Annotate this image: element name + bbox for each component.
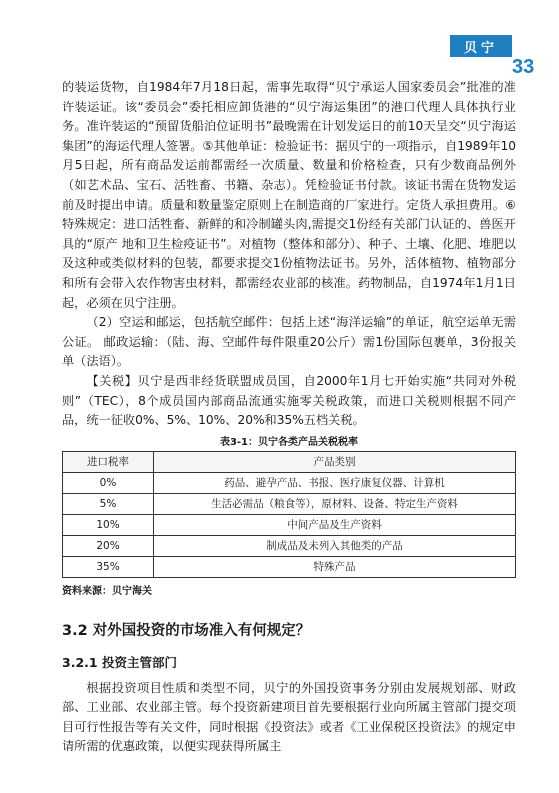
paragraph-air-postal: （2）空运和邮运，包括航空邮件：包括上述“海洋运输”的单证，航空运单无需公证。 邮政运输：（陆、海、空邮件每件限重20公斤）需1份国际包裹单，3份报关单（法语）。 [62, 315, 516, 369]
chapter-tab: 贝宁 [450, 35, 512, 57]
page-content [62, 78, 516, 757]
paragraph-shipping-documents: 的装运货物，自1984年7月18日起，需事先取得“贝宁承运人国家委员会”批准的准许装运证。该“委员会”委托相应卸货港的“贝宁海运集团”的港口代理人具体执行业务。准许装运的“预留货船泊位证明书”最晚需在计划发运日的前10天呈交“贝宁海运集团”的海运代理人签署。⑤其他单证：检验证书：据贝宁的一项指示，自1989年10月5日起，所有商品发运前都需经一次质量、数量和价格检查，只有少数商品例外（如艺术品、宝石、活牲畜、书籍、杂志）。凭检验证书付款。该证书需在货物发运前及时提出申请。质量和数量鉴定原则上在制造商的厂家进行。定货人承担费用。⑥特殊规定：进口活牲畜、新鲜的和冷制罐头肉,需提交1份经有关部门认证的、兽医开具的“原产 地和卫生检疫证书”。对植物（整体和部分）、种子、土壤、化肥、堆肥以及这种或类似材料的包装，都要求提交1份植物法证书。另外，活体植物、植物部分和所有会带入农作物害虫材料，都需经农业部的核准。药物制品，自1974年1月1日起，必须在贝宁注册。 [62, 80, 516, 310]
subsection-heading: 3.2.1 投资主管部门 [62, 654, 177, 670]
rate-cell: 5% [63, 493, 154, 514]
rate-cell: 0% [63, 472, 154, 493]
table-row [63, 514, 516, 535]
page-header [0, 0, 559, 78]
table-header-row [63, 451, 516, 472]
column-header-category: 产品类别 [154, 451, 516, 472]
table-caption: 表3-1：贝宁各类产品关税税率 [219, 436, 359, 448]
column-header-rate: 进口税率 [63, 451, 154, 472]
category-cell: 生活必需品（粮食等），原材料、设备、特定生产资料 [154, 493, 516, 514]
section-heading: 3.2 对外国投资的市场准入有何规定？ [62, 622, 311, 639]
tariff-table [62, 451, 516, 578]
rate-cell: 20% [63, 535, 154, 556]
paragraph-tariffs: 【关税】贝宁是西非经货联盟成员国，自2000年1月七开始实施“共同对外税则”（TEC），8个成员国内部商品流通实施零关税政策，而进口关税则根据不同产品，统一征收0%、5%、10%、20%和35%五档关税。 [62, 373, 516, 428]
table-source: 资料来源：贝宁海关 [62, 585, 152, 597]
table-row [63, 493, 516, 514]
table-row [63, 472, 516, 493]
rate-cell: 35% [63, 556, 154, 577]
category-cell: 特殊产品 [154, 556, 516, 577]
table-row [63, 535, 516, 556]
category-cell: 制成品及未列入其他类的产品 [154, 535, 516, 556]
category-cell: 中间产品及生产资料 [154, 514, 516, 535]
paragraph-investment-authorities: 根据投资项目性质和类型不同，贝宁的外国投资事务分别由发展规划部、财政部、工业部、农业部主管。每个投资新建项目首先要根据行业向所属主管部门提交项目可行性报告等有关文件，同时根据《投资法》或者《工业保税区投资法》的规定申请所需的优惠政策，以便实现获得所属主 [62, 680, 516, 754]
page-number: 33 [512, 56, 535, 78]
table-row [63, 556, 516, 577]
rate-cell: 10% [63, 514, 154, 535]
category-cell: 药品、避孕产品、书报、医疗康复仪器、计算机 [154, 472, 516, 493]
